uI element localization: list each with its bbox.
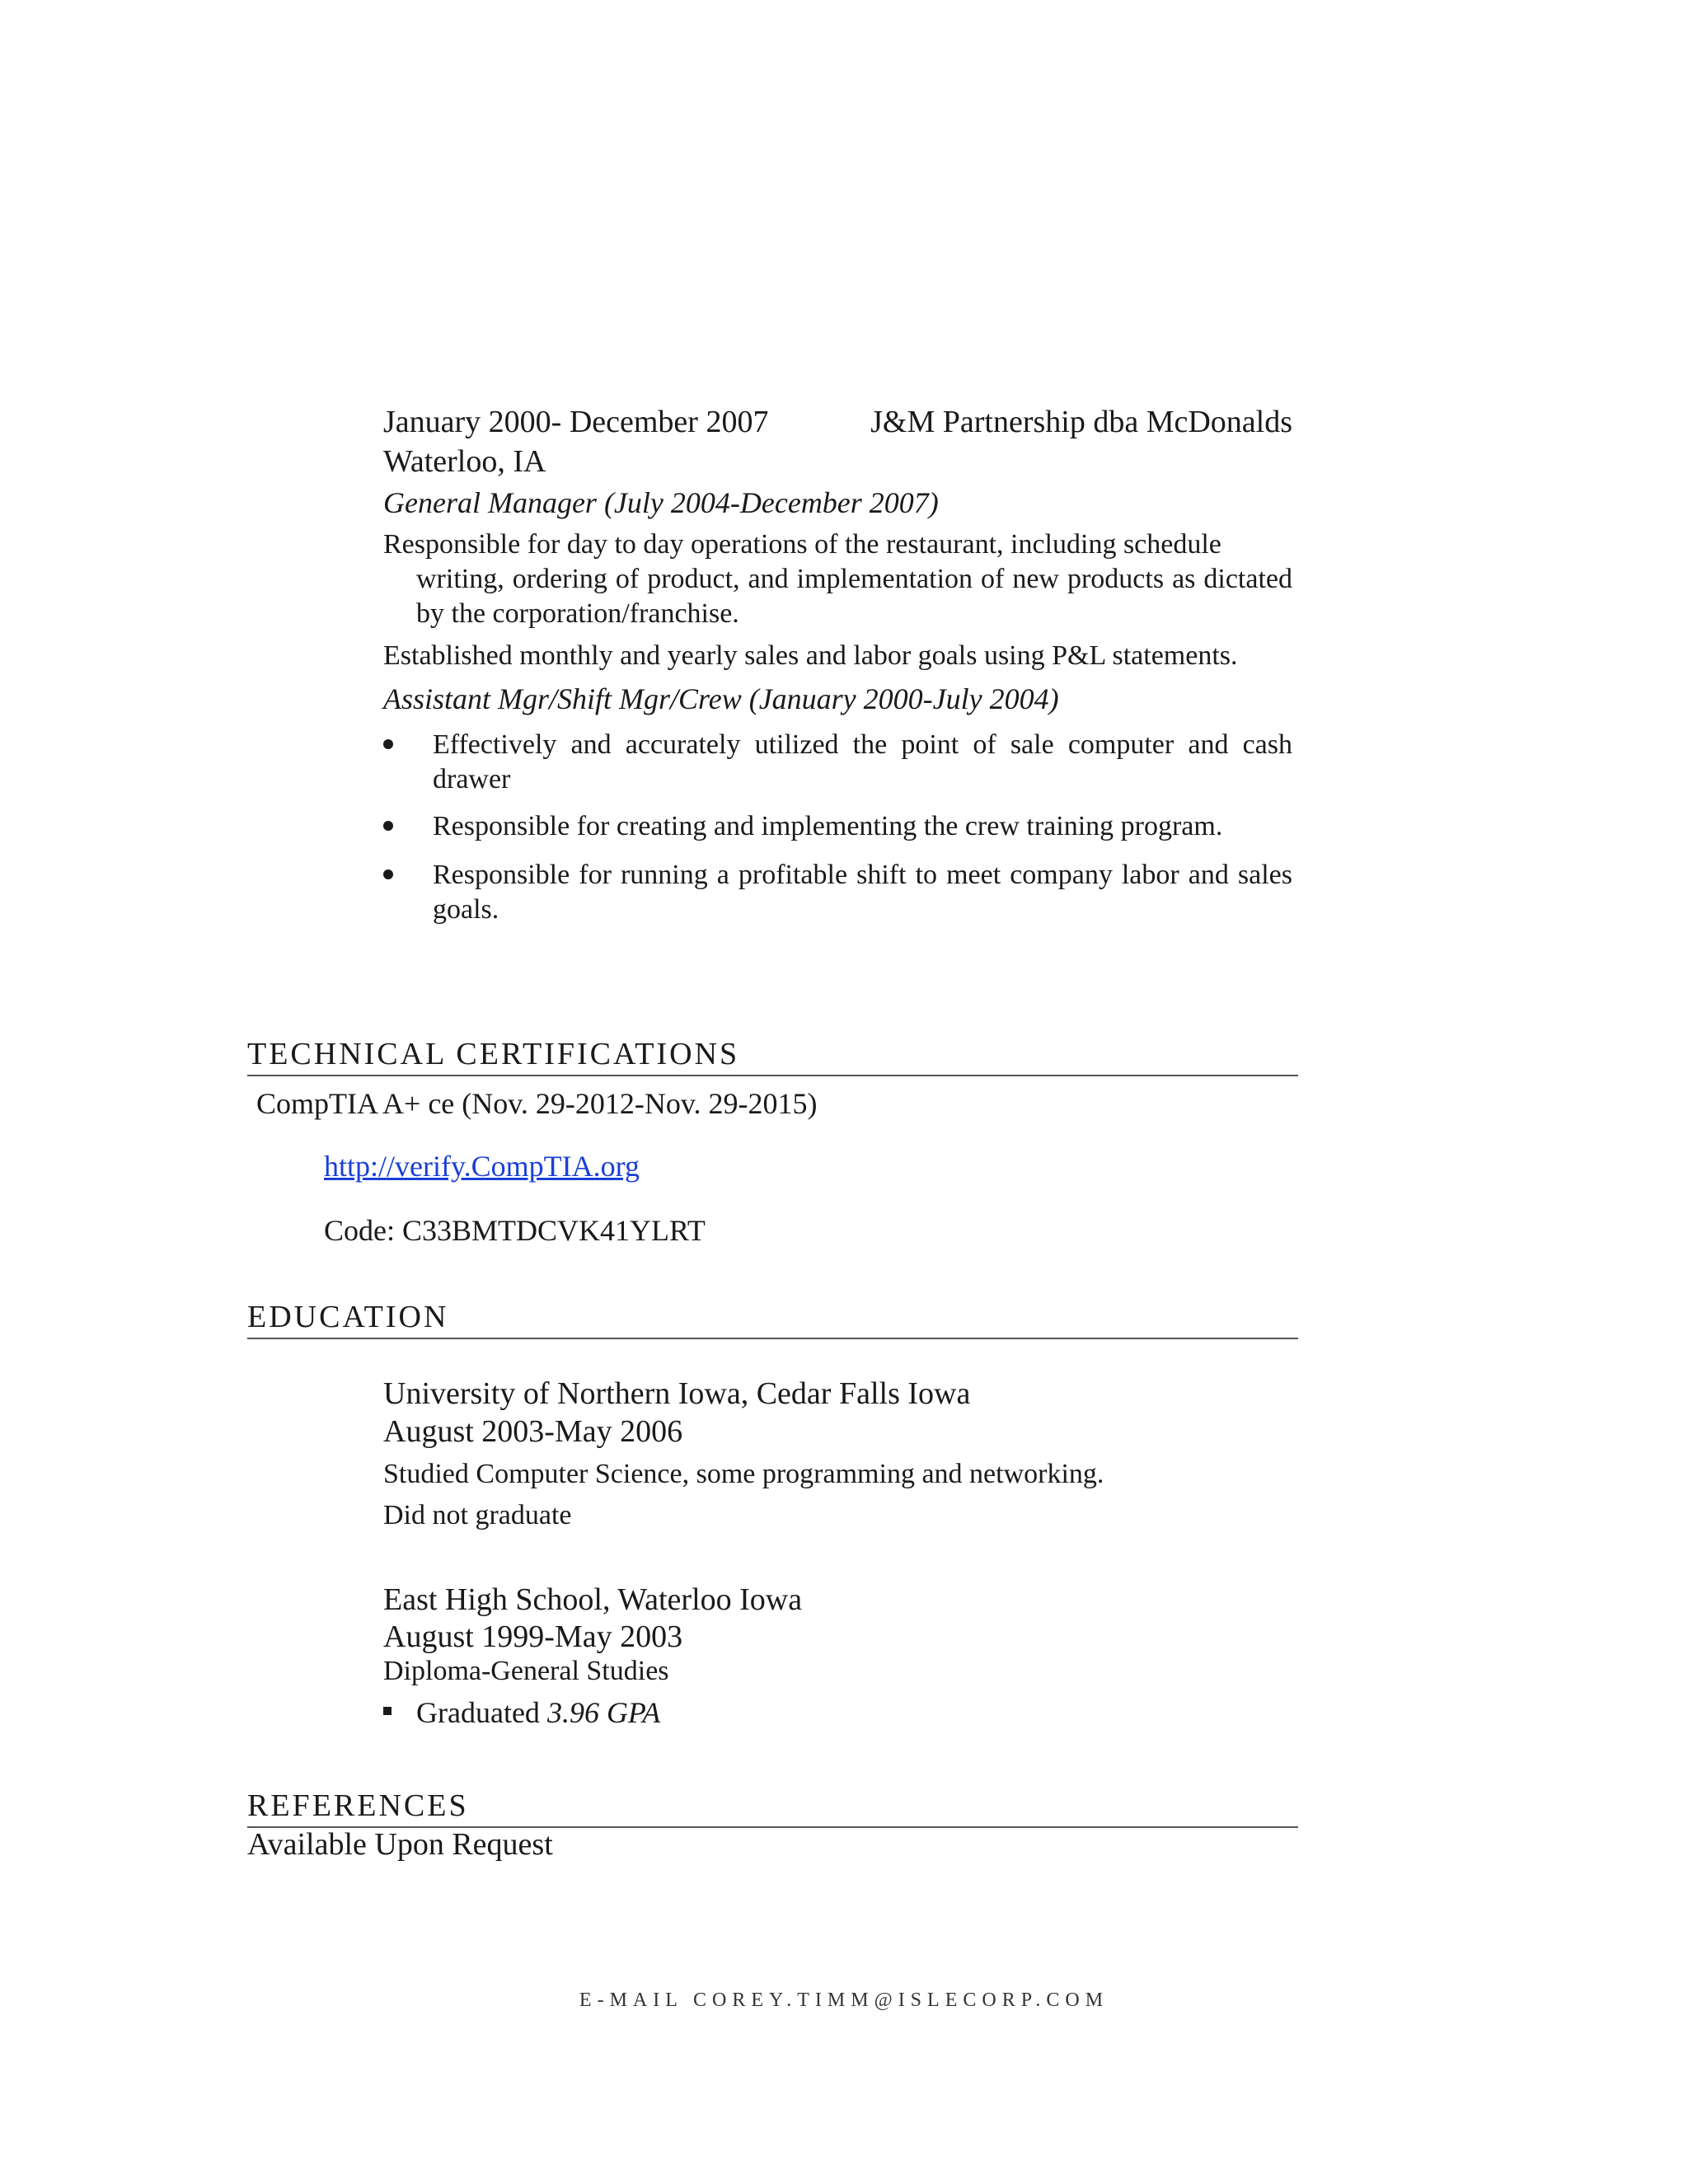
verify-link[interactable]: http://verify.CompTIA.org	[324, 1150, 640, 1183]
school-name: University of Northern Iowa, Cedar Falls Iowa	[383, 1376, 971, 1411]
section-heading-references: REFERENCES	[247, 1787, 1298, 1828]
list-item-text: Responsible for creating and implementing the crew training program.	[433, 811, 1223, 841]
references-text: Available Upon Request	[247, 1827, 553, 1862]
list-item-text: Effectively and accurately utilized the point of sale computer and cash drawer	[433, 729, 1292, 794]
section-heading-education: EDUCATION	[247, 1298, 1298, 1339]
job-description-first-line: Responsible for day to day operations of the restaurant, including schedule	[383, 529, 1221, 560]
section-heading-certifications: TECHNICAL CERTIFICATIONS	[247, 1035, 1298, 1076]
school-dates: August 1999-May 2003	[383, 1619, 683, 1654]
job-dates: January 2000- December 2007	[383, 405, 769, 439]
school-dates: August 2003-May 2006	[383, 1414, 683, 1449]
school-name: East High School, Waterloo Iowa	[383, 1582, 803, 1617]
gpa-label: Graduated	[416, 1696, 547, 1729]
school-note: Studied Computer Science, some programming and networking.	[383, 1459, 1104, 1489]
certification-name: CompTIA A+ ce (Nov. 29-2012-Nov. 29-2015)	[256, 1087, 818, 1120]
job-description	[383, 527, 1292, 631]
certification-code: Code: C33BMTDCVK41YLRT	[324, 1214, 706, 1247]
job-goals: Established monthly and yearly sales and labor goals using P&L statements.	[383, 640, 1238, 671]
school-note: Did not graduate	[383, 1500, 572, 1530]
gpa-item	[383, 1694, 660, 1732]
role-assistant-manager: Assistant Mgr/Shift Mgr/Crew (January 2000-July 2004)	[383, 682, 1059, 715]
bullet-icon	[383, 821, 393, 831]
footer-email: E-MAIL COREY.TIMM@ISLECORP.COM	[579, 1990, 1109, 2011]
bullet-icon	[383, 739, 393, 749]
job-employer: J&M Partnership dba McDonalds	[870, 405, 1292, 439]
bullet-icon	[383, 869, 393, 879]
list-item-text: Responsible for running a profitable shift to meet company labor and sales goals.	[433, 860, 1292, 925]
gpa-value: 3.96 GPA	[546, 1696, 661, 1729]
role-general-manager: General Manager (July 2004-December 2007)	[383, 486, 939, 519]
job-location: Waterloo, IA	[383, 444, 546, 479]
square-bullet-icon	[383, 1707, 392, 1715]
school-note: Diploma-General Studies	[383, 1656, 669, 1686]
job-description-continuation: writing, ordering of product, and implementation of new products as dictated by the corporation/franchise.	[416, 564, 1292, 629]
